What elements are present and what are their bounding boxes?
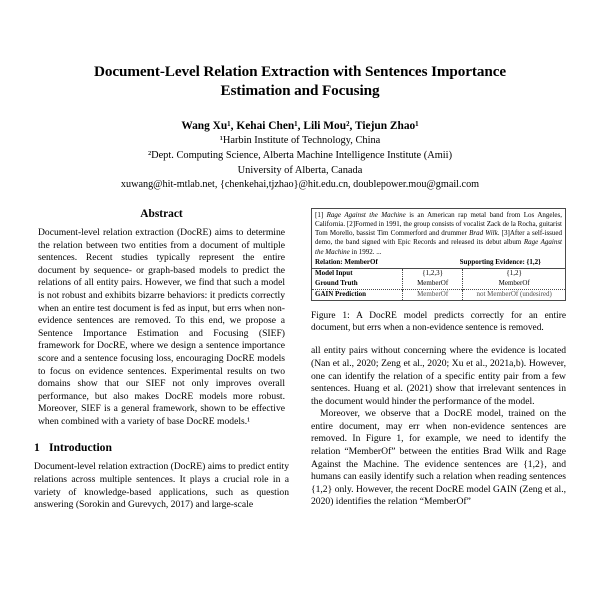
page-title: Document-Level Relation Extraction with Sentences Importance Estimation and Focusing — [93, 63, 506, 100]
right-paragraph-1: all entity pairs without concerning where the evidence is located (Nan et al., 2020; Zeng et al., 2020; Xu et al., 2021a,b). However, one can identify the relation of a specific entity pair from a few sentences. Huang et al. (2021) show that irrelevant sentences in the document would hinder the performance of the model. — [311, 345, 566, 407]
sentence-2-marker: [2] — [346, 220, 356, 229]
cell-ground-truth-evidence: MemberOf — [498, 279, 530, 288]
row-label-gain-prediction: GAIN Prediction — [312, 289, 402, 300]
right-column — [311, 208, 566, 512]
entity-rage-against-the-machine-1: Rage Against the Machine — [326, 211, 406, 220]
cell-ground-truth-full: MemberOf — [402, 279, 462, 290]
cell-gain-prediction-evidence: not MemberOf (undesired) — [463, 289, 565, 300]
figure-relation-label: Relation: MemberOf — [315, 257, 378, 266]
section-number: 1 — [34, 441, 40, 455]
figure-relation-row — [312, 258, 565, 269]
sentence-1-marker: [1] — [315, 211, 324, 220]
figure-evidence-label: Supporting Evidence: {1,2} — [459, 257, 541, 266]
body-columns — [34, 208, 566, 512]
affiliation-3: University of Alberta, Canada — [237, 164, 363, 176]
sentence-1-tail: is an American rap metal band from Los Angeles, California. — [315, 211, 563, 229]
table-row — [312, 279, 565, 290]
abstract-body — [34, 227, 289, 428]
entity-brad-wilk: Brad Wilk — [469, 229, 498, 238]
entity-rage-against-the-machine-2: Rage Against the Machine — [315, 238, 562, 256]
author-emails: xuwang@hit-mtlab.net, {chenkehai,tjzhao}@hit.edu.cn, doublepower.mou@gmail.com — [120, 179, 480, 191]
row-label-ground-truth: Ground Truth — [315, 279, 358, 288]
figure-table-wrapper — [312, 269, 565, 300]
figure-caption: Figure 1: A DocRE model predicts correctly for an entire document, but errs when a non-evidence sentence is removed. — [311, 310, 566, 334]
figure-box — [311, 208, 566, 301]
sentence-3-tail: in 1992. ... — [349, 247, 382, 256]
abstract-heading: Abstract — [140, 208, 183, 221]
affiliation-2: ²Dept. Computing Science, Alberta Machine Intelligence Institute (Amii) — [147, 149, 453, 161]
cell-gain-prediction-full: MemberOf — [402, 289, 462, 300]
table-row — [312, 289, 565, 300]
section-heading-introduction — [34, 441, 289, 454]
author-list: Wang Xu¹, Kehai Chen¹, Lili Mou², Tiejun Zhao¹ — [181, 119, 419, 132]
table-row — [312, 269, 565, 279]
affiliation-1: ¹Harbin Institute of Technology, China — [219, 135, 381, 147]
figure-comparison-table — [312, 269, 565, 300]
sentence-2-text: Formed in 1991, the group consists of vocalist Zack de la Rocha, guitarist Tom Morello, bassist Tim Commerford and drummer — [315, 220, 562, 238]
title-block — [34, 0, 566, 193]
figure-1 — [311, 208, 566, 334]
sentence-3-marker: [3] — [501, 229, 510, 238]
introduction-paragraph-1: Document-level relation extraction (DocRE) aims to predict entity relations across multiple sentences. It plays a crucial role in a variety of knowledge-based applications, such as question answering (Sorokin and Gurevych, 2017) and large-scale — [34, 461, 289, 511]
left-column — [34, 208, 289, 512]
cell-model-input-evidence: {1,2} — [506, 269, 522, 278]
figure-document-text — [312, 209, 565, 257]
sentence-3-text: After a self-issued demo, the band signed with Epic Records and released its debut album — [315, 229, 562, 247]
sentence-2-tail: . — [497, 229, 500, 238]
section-title: Introduction — [49, 441, 112, 455]
right-paragraph-2: Moreover, we observe that a DocRE model, trained on the entire document, may err when non-evidence sentences are removed. In Figure 1, for example, we need to identify the relation “MemberOf” between the entities Brad Wilk and Rage Against the Machine. The evidence sentences are {1,2}, and humans can easily identify such a relation when reading sentences {1,2} only. However, the recent DocRE model GAIN (Zeng et al., 2020) identifies the relation “MemberOf” — [311, 408, 566, 508]
cell-model-input-full: {1,2,3} — [402, 269, 462, 279]
abstract-text: Document-level relation extraction (DocRE) aims to determine the relation between two entities from a document of multiple sentences. Recent studies typically represent the entire document by sequence- or graph-based models to predict the relations of all entity pairs. However, we find that such a model is not robust and exhibits bizarre behaviors: it predicts correctly when an entire test document is fed as input, but errs when non-evidence sentences are removed. To this end, we propose a Sentence Importance Estimation and Focusing (SIEF) framework for DocRE, where we design a sentence importance score and a sentence focusing loss, encouraging DocRE models to focus on evidence sentences. Experimental results on two domains show that our SIEF not only improves overall performance, but also makes DocRE models more robust. Moreover, SIEF is a general framework, shown to be effective when combined with a variety of base DocRE models.¹ — [38, 227, 285, 427]
row-label-model-input: Model Input — [315, 269, 353, 278]
